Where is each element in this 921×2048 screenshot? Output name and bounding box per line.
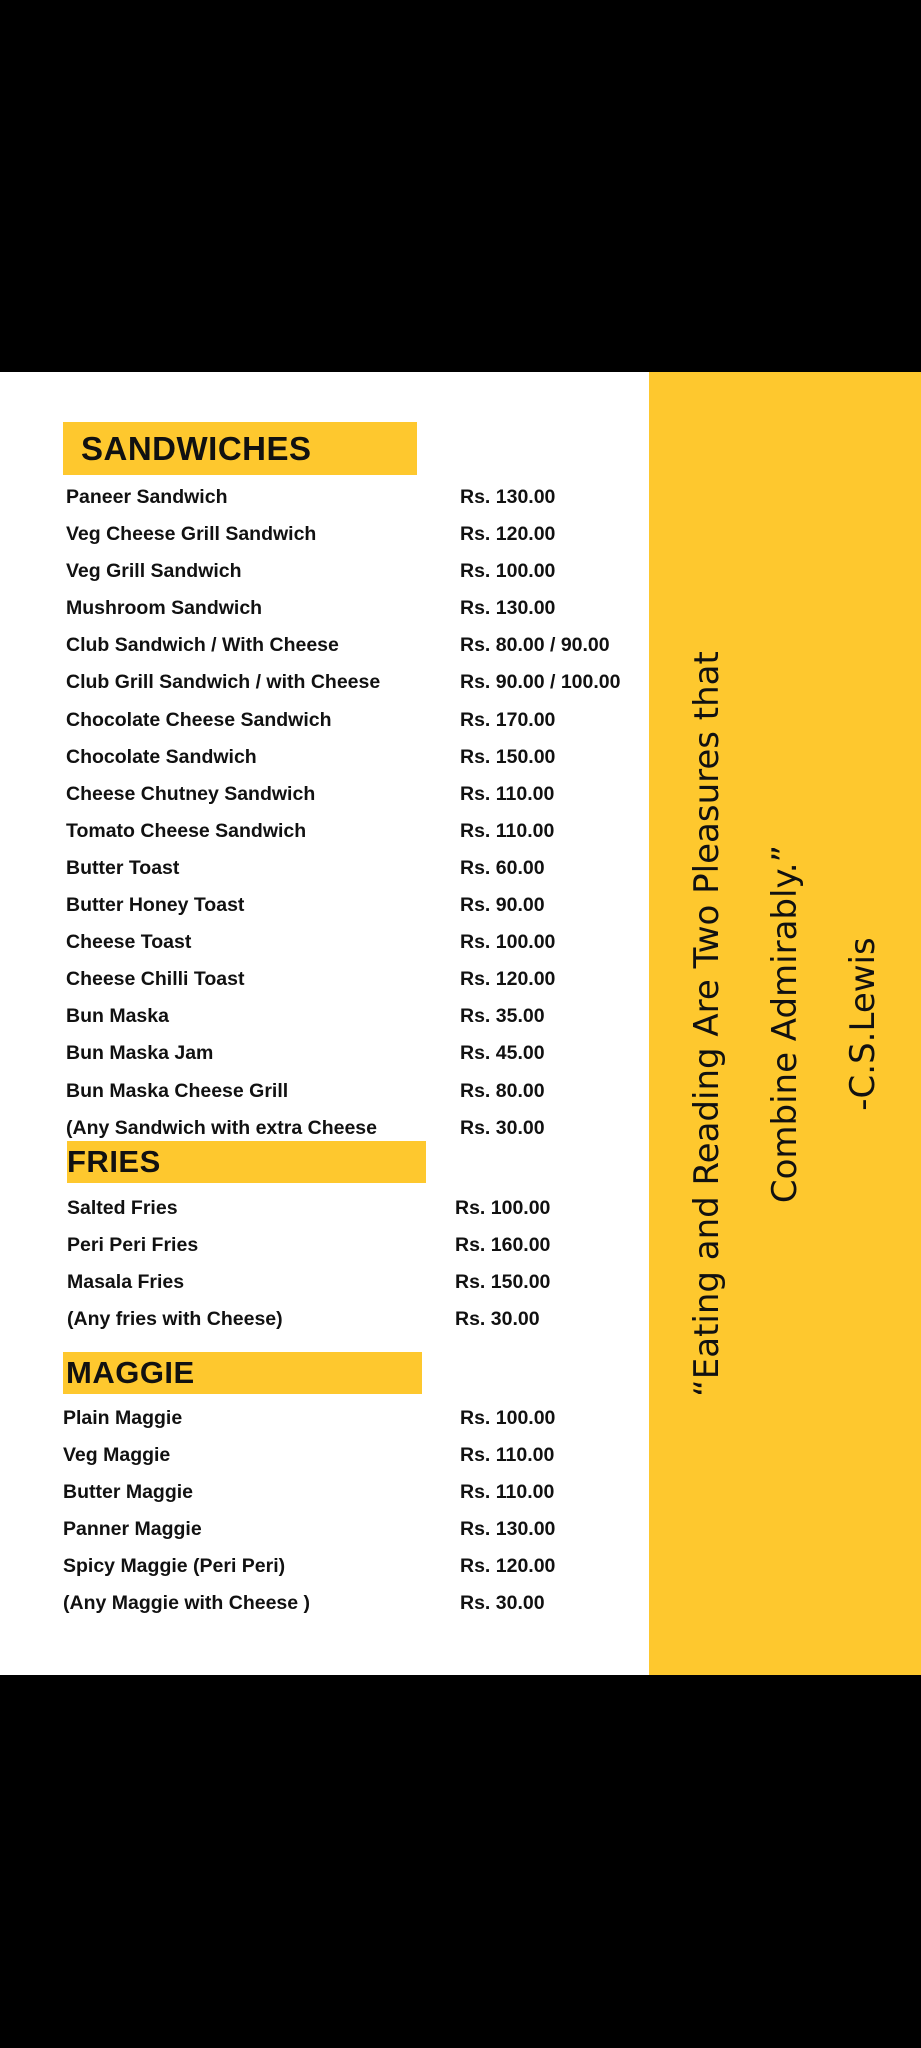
menu-item-row <box>0 1041 649 1078</box>
menu-item-name: Chocolate Sandwich <box>66 745 257 768</box>
menu-item-name: Peri Peri Fries <box>67 1234 199 1257</box>
menu-item-price: Rs. 130.00 <box>460 486 556 508</box>
menu-item-name: Cheese Toast <box>66 931 192 954</box>
menu-item-row <box>0 522 649 559</box>
menu-item-row <box>0 708 649 745</box>
menu-item-name: (Any Maggie with Cheese ) <box>63 1592 311 1615</box>
menu-item-name: Paneer Sandwich <box>66 486 228 508</box>
menu-item-price: Rs. 120.00 <box>460 1555 556 1578</box>
menu-item-row <box>0 1233 649 1270</box>
menu-item-name: Spicy Maggie (Peri Peri) <box>63 1555 286 1578</box>
menu-item-price: Rs. 100.00 <box>455 1197 551 1219</box>
menu-item-price: Rs. 130.00 <box>460 597 556 620</box>
menu-item-price: Rs. 35.00 <box>460 1005 545 1028</box>
menu-item-row <box>0 1554 649 1591</box>
menu-page <box>0 372 921 1675</box>
menu-item-price: Rs. 60.00 <box>460 856 545 879</box>
menu-item-price: Rs. 150.00 <box>460 745 556 768</box>
menu-item-name: Butter Toast <box>66 856 180 879</box>
fries-heading: FRIES <box>67 1144 161 1179</box>
menu-item-name: Masala Fries <box>67 1271 185 1294</box>
menu-item-price: Rs. 130.00 <box>460 1518 556 1541</box>
menu-item-price: Rs. 30.00 <box>455 1308 540 1331</box>
menu-item-row <box>0 1004 649 1041</box>
menu-item-row <box>0 485 649 522</box>
menu-item-row <box>0 1406 649 1443</box>
menu-item-row <box>0 745 649 782</box>
quote-line-1: “Eating and Reading Are Two Pleasures that <box>687 651 727 1397</box>
menu-item-row <box>0 930 649 967</box>
menu-item-name: Bun Maska Jam <box>66 1042 214 1065</box>
menu-item-name: Cheese Chutney Sandwich <box>66 782 316 805</box>
menu-item-row <box>0 1196 649 1233</box>
sandwiches-heading: SANDWICHES <box>81 430 312 467</box>
menu-item-price: Rs. 30.00 <box>460 1116 545 1139</box>
menu-item-name: (Any Sandwich with extra Cheese <box>66 1116 378 1139</box>
menu-item-price: Rs. 30.00 <box>460 1592 545 1615</box>
menu-item-name: Bun Maska <box>66 1005 169 1028</box>
menu-item-name: Salted Fries <box>67 1197 178 1219</box>
quote-panel <box>649 372 921 1675</box>
menu-item-row <box>0 1307 649 1344</box>
menu-item-price: Rs. 100.00 <box>460 1407 556 1429</box>
menu-item-row <box>0 633 649 670</box>
menu-item-price: Rs. 90.00 <box>460 894 545 917</box>
menu-item-price: Rs. 100.00 <box>460 931 556 954</box>
menu-item-name: Butter Maggie <box>63 1481 194 1504</box>
menu-item-price: Rs. 150.00 <box>455 1271 551 1294</box>
menu-item-name: Veg Maggie <box>63 1444 171 1467</box>
menu-item-row <box>0 1270 649 1307</box>
sandwiches-list <box>0 485 649 1153</box>
menu-item-row <box>0 1517 649 1554</box>
fries-list <box>0 1196 649 1344</box>
menu-item-price: Rs. 110.00 <box>460 819 555 842</box>
menu-item-name: Club Grill Sandwich / with Cheese <box>66 671 381 694</box>
menu-item-name: Tomato Cheese Sandwich <box>66 819 307 842</box>
menu-item-price: Rs. 170.00 <box>460 708 556 731</box>
menu-item-row <box>0 856 649 893</box>
menu-item-row <box>0 1480 649 1517</box>
menu-item-name: Club Sandwich / With Cheese <box>66 634 339 657</box>
menu-item-price: Rs. 100.00 <box>460 560 556 583</box>
menu-item-price: Rs. 110.00 <box>460 1444 555 1467</box>
menu-item-name: Cheese Chilli Toast <box>66 968 245 991</box>
menu-item-name: Veg Grill Sandwich <box>66 560 242 583</box>
menu-item-row <box>0 782 649 819</box>
menu-item-row <box>0 596 649 633</box>
menu-item-price: Rs. 80.00 <box>460 1079 545 1102</box>
menu-item-name: Bun Maska Cheese Grill <box>66 1079 289 1102</box>
maggie-list <box>0 1406 649 1629</box>
menu-item-price: Rs. 110.00 <box>460 782 555 805</box>
menu-item-price: Rs. 160.00 <box>455 1234 551 1257</box>
menu-item-price: Rs. 120.00 <box>460 968 556 991</box>
menu-item-row <box>0 1079 649 1116</box>
quote-line-2: Combine Admirably.” <box>765 844 805 1204</box>
menu-item-price: Rs. 110.00 <box>460 1481 555 1504</box>
menu-item-price: Rs. 45.00 <box>460 1042 545 1065</box>
menu-item-name: (Any fries with Cheese) <box>67 1308 283 1331</box>
menu-item-row <box>0 819 649 856</box>
menu-item-name: Plain Maggie <box>63 1407 183 1429</box>
menu-item-name: Butter Honey Toast <box>66 894 245 917</box>
menu-item-row <box>0 670 649 707</box>
menu-item-name: Mushroom Sandwich <box>66 597 263 620</box>
menu-item-name: Veg Cheese Grill Sandwich <box>66 523 317 546</box>
menu-item-row <box>0 1591 649 1628</box>
maggie-heading: MAGGIE <box>66 1355 195 1390</box>
menu-item-price: Rs. 120.00 <box>460 523 556 546</box>
menu-item-price: Rs. 80.00 / 90.00 <box>460 634 610 657</box>
menu-item-price: Rs. 90.00 / 100.00 <box>460 671 621 694</box>
menu-item-name: Chocolate Cheese Sandwich <box>66 708 332 731</box>
menu-item-name: Panner Maggie <box>63 1518 202 1541</box>
menu-item-row <box>0 967 649 1004</box>
menu-item-row <box>0 559 649 596</box>
menu-item-row <box>0 1443 649 1480</box>
quote-author: -C.S.Lewis <box>843 937 883 1111</box>
menu-item-row <box>0 893 649 930</box>
quote <box>668 594 902 1454</box>
